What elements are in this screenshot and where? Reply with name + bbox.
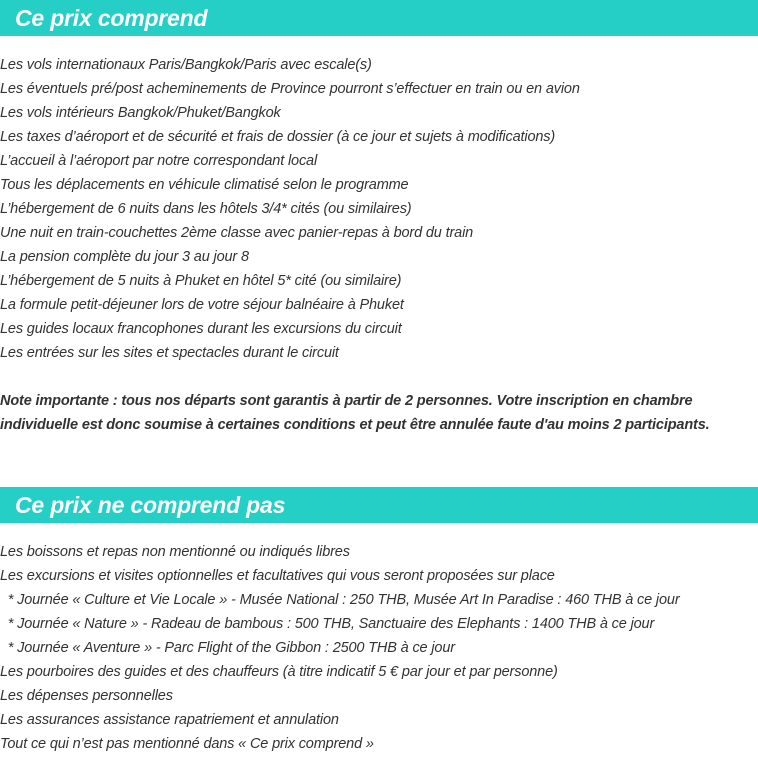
list-item: Une nuit en train-couchettes 2ème classe avec panier-repas à bord du train <box>0 225 474 241</box>
section-header-excluded: Ce prix ne comprend pas <box>0 487 758 523</box>
list-item: Les vols internationaux Paris/Bangkok/Paris avec escale(s) <box>0 57 372 73</box>
excluded-list <box>0 540 680 756</box>
list-item: L’hébergement de 5 nuits à Phuket en hôtel 5* cité (ou similaire) <box>0 273 402 289</box>
list-item: L’accueil à l’aéroport par notre correspondant local <box>0 153 318 169</box>
important-note-text: Note importante : tous nos départs sont garantis à partir de 2 personnes. Votre inscription en chambre individuelle est donc soumise à certaines conditions et peut être annulée faute d'au moins 2 participants. <box>0 393 710 433</box>
list-item: * Journée « Culture et Vie Locale » - Musée National : 250 THB, Musée Art In Paradise : 460 THB à ce jour <box>0 592 680 608</box>
included-list <box>0 53 580 365</box>
list-item: La pension complète du jour 3 au jour 8 <box>0 249 249 265</box>
list-item: Tout ce qui n’est pas mentionné dans « Ce prix comprend » <box>0 736 374 752</box>
list-item: * Journée « Nature » - Radeau de bambous : 500 THB, Sanctuaire des Elephants : 1400 THB à ce jour <box>0 616 655 632</box>
list-item: Les pourboires des guides et des chauffeurs (à titre indicatif 5 € par jour et par personne) <box>0 664 558 680</box>
list-item: Les boissons et repas non mentionné ou indiqués libres <box>0 544 350 560</box>
list-item: Les excursions et visites optionnelles et facultatives qui vous seront proposées sur place <box>0 568 555 584</box>
list-item: Les taxes d’aéroport et de sécurité et frais de dossier (à ce jour et sujets à modifications) <box>0 129 556 145</box>
list-item: Tous les déplacements en véhicule climatisé selon le programme <box>0 177 409 193</box>
list-item: * Journée « Aventure » - Parc Flight of the Gibbon : 2500 THB à ce jour <box>0 640 455 656</box>
list-item: L’hébergement de 6 nuits dans les hôtels 3/4* cités (ou similaires) <box>0 201 412 217</box>
list-item: Les dépenses personnelles <box>0 688 173 704</box>
list-item: La formule petit-déjeuner lors de votre séjour balnéaire à Phuket <box>0 297 404 313</box>
list-item: Les assurances assistance rapatriement et annulation <box>0 712 339 728</box>
list-item: Les entrées sur les sites et spectacles durant le circuit <box>0 345 339 361</box>
important-note <box>0 389 758 437</box>
list-item: Les éventuels pré/post acheminements de Province pourront s’effectuer en train ou en avion <box>0 81 580 97</box>
list-item: Les vols intérieurs Bangkok/Phuket/Bangkok <box>0 105 281 121</box>
section-header-included: Ce prix comprend <box>0 0 758 36</box>
list-item: Les guides locaux francophones durant les excursions du circuit <box>0 321 402 337</box>
